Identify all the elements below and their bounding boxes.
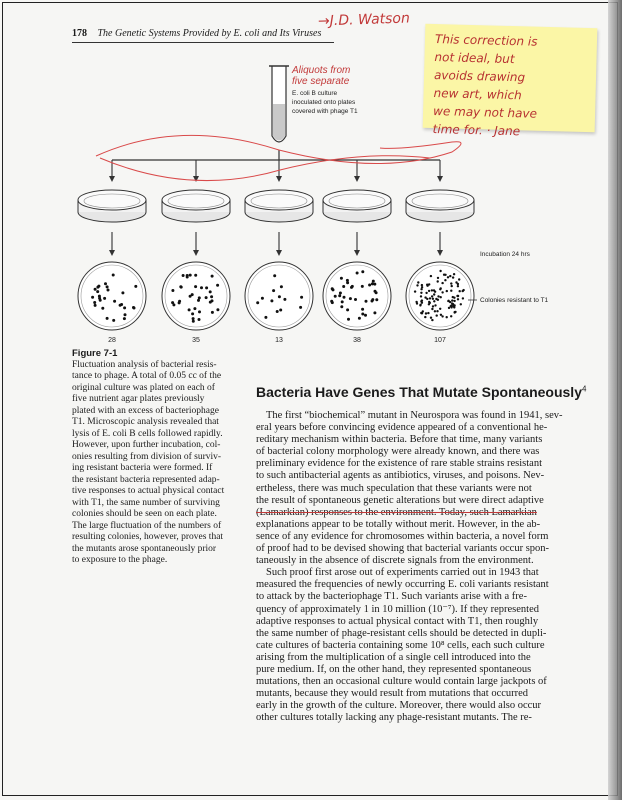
caption-line: Fluctuation analysis of bacterial resis-	[72, 359, 217, 370]
aliquots-note-line-2: five separate	[292, 76, 350, 87]
colony-dot	[453, 304, 455, 306]
colony-dot	[97, 285, 100, 288]
colony-dot	[437, 277, 439, 279]
body-line: mutants, because they would result from mutations that occurred	[256, 688, 529, 700]
caption-line: plated with an excess of bacteriophage	[72, 405, 219, 416]
colony-dot	[205, 286, 208, 289]
colony-plate	[162, 262, 230, 330]
colony-dot	[457, 298, 459, 300]
petri-dish	[245, 190, 313, 222]
colony-count: 38	[353, 337, 361, 344]
colony-dot	[452, 276, 454, 278]
colony-dot	[447, 276, 449, 278]
body-line: eral years before convincing evidence appeared of a conventional he-	[256, 422, 548, 434]
test-tube	[269, 66, 289, 142]
colony-dot	[433, 293, 435, 295]
colony-dot	[270, 299, 273, 302]
colony-dot	[113, 300, 116, 303]
colony-dot	[261, 297, 264, 300]
body-line: reditary mechanism within bacteria. Before that time, many variants	[256, 434, 543, 446]
colony-dot	[428, 301, 430, 303]
colony-dot	[119, 304, 122, 307]
colony-dot	[356, 272, 359, 275]
body-line: pure medium. If, on the other hand, they represented spontaneous	[256, 663, 532, 675]
section-heading	[256, 384, 586, 400]
tube-label-line-3: covered with phage T1	[292, 108, 358, 115]
petri-dish	[162, 190, 230, 222]
colony-dot	[278, 295, 281, 298]
colony-dot	[450, 305, 452, 307]
colony-dot	[283, 298, 286, 301]
colony-dot	[374, 290, 377, 293]
colony-dot	[276, 310, 279, 313]
colony-dot	[426, 298, 428, 300]
colony-dot	[205, 296, 208, 299]
colony-dot	[272, 289, 275, 292]
body-line: to attack by the bacteriophage T1. Such variants arise with a fre-	[256, 591, 527, 603]
colony-dot	[453, 273, 455, 275]
colony-dot	[178, 300, 181, 303]
arrowhead	[437, 250, 443, 256]
body-line: arising from the multiplication of a single cell introduced into the	[256, 651, 531, 663]
body-line: cate cultures of bacteria containing some 10⁸ cells, each such culture	[256, 639, 545, 651]
colony-dot	[452, 296, 454, 298]
colony-dot	[188, 308, 191, 311]
colony-dot	[446, 290, 448, 292]
colony-dot	[124, 313, 127, 316]
colony-dot	[340, 277, 343, 280]
colony-dot	[346, 308, 349, 311]
colony-dot	[361, 285, 364, 288]
colony-dot	[421, 284, 423, 286]
colony-dot	[425, 292, 427, 294]
colony-dot	[211, 311, 214, 314]
arrowhead	[276, 176, 282, 182]
colony-dot	[450, 315, 452, 317]
colony-dot	[453, 300, 455, 302]
colony-dot	[368, 284, 371, 287]
colony-dot	[440, 314, 442, 316]
caption-line: five nutrient agar plates previously	[72, 394, 205, 404]
colony-dot	[436, 314, 438, 316]
body-line: quency of approximately 1 in 10 million (10⁻⁷). If they represented	[256, 603, 539, 615]
colony-dot	[431, 319, 433, 321]
caption-line: resulting colonies, however, proves that	[72, 532, 224, 542]
colony-plate	[78, 262, 146, 330]
colony-dot	[421, 302, 423, 304]
caption-line: tance to phage. A total of 0.05 cc of the	[72, 371, 222, 381]
body-line: the result of spontaneous genetic alterations but were direct adaptive	[256, 494, 544, 506]
colony-dot	[432, 298, 434, 300]
body-line: to such antibacterial agents as antibiotics, viruses, and poisons. Nev-	[256, 470, 545, 482]
caption-line: colonies should be seen on each plate.	[72, 509, 217, 519]
tube-label-line-2: inoculated onto plates	[292, 99, 356, 106]
colony-dot	[422, 310, 424, 312]
colony-dot	[361, 308, 364, 311]
colony-dot	[434, 310, 436, 312]
colony-dot	[280, 285, 283, 288]
colony-dot	[299, 306, 302, 309]
colony-dot	[431, 308, 433, 310]
colony-dot	[416, 284, 418, 286]
colony-dot	[431, 289, 433, 291]
colony-dot	[338, 294, 341, 297]
colony-dot	[419, 304, 421, 306]
arrowhead	[354, 176, 360, 182]
incubation-label: Incubation 24 hrs	[480, 251, 530, 258]
colony-dot	[107, 289, 110, 292]
colony-dot	[209, 290, 212, 293]
colony-dot	[198, 296, 201, 299]
colony-dot	[216, 308, 219, 311]
colony-dot	[372, 280, 375, 283]
colony-dot	[434, 291, 436, 293]
colony-dot	[456, 295, 458, 297]
arrowhead	[354, 250, 360, 256]
colony-dot	[133, 307, 136, 310]
caption-line: with T1, the same number of surviving	[72, 497, 220, 508]
colony-dot	[331, 287, 334, 290]
colony-dot	[440, 287, 442, 289]
caption-line: However, upon further incubation, col-	[72, 440, 221, 450]
colony-dot	[101, 307, 104, 310]
sticky-line: time for. · Jane	[432, 121, 521, 139]
colony-dot	[191, 312, 194, 315]
sticky-line: we may not have	[432, 104, 538, 121]
colony-dot	[358, 317, 361, 320]
colony-dot	[425, 312, 427, 314]
sticky-line: new art, which	[433, 86, 522, 103]
body-line: of proof had to be devised showing that bacterial variants occur spon-	[256, 543, 550, 555]
colony-dot	[429, 297, 431, 299]
colony-dot	[454, 311, 456, 313]
colony-dot	[209, 301, 212, 304]
colony-dot	[354, 298, 357, 301]
colony-dot	[330, 300, 333, 303]
colony-dot	[171, 301, 174, 304]
petri-dish	[406, 190, 474, 222]
colony-dot	[459, 290, 461, 292]
arrowhead	[193, 250, 199, 256]
colony-dot	[460, 303, 462, 305]
colony-dot	[343, 296, 346, 299]
body-line: sence of any evidence for chromosomes within bacteria, a novel form	[256, 530, 549, 542]
colony-dot	[446, 316, 448, 318]
caption-line: the resistant bacteria represented adap-	[72, 474, 220, 485]
colony-count: 28	[108, 337, 116, 344]
body-line: The first “biochemical” mutant in Neurospora was found in 1941, sev-	[266, 410, 563, 421]
colony-dot	[106, 285, 109, 288]
colony-dot	[414, 290, 416, 292]
colony-dot	[347, 318, 350, 321]
colony-plate	[323, 262, 391, 330]
section-ref: 4	[581, 384, 587, 394]
colony-dot	[198, 310, 201, 313]
arrowhead	[109, 176, 115, 182]
figure-label: Figure 7-1	[72, 348, 118, 359]
caption-line: the mutants arose spontaneously prior	[72, 543, 217, 554]
colony-dot	[451, 285, 453, 287]
colony-dot	[420, 288, 422, 290]
colonies-label: Colonies resistant to T1	[480, 297, 549, 304]
colony-dot	[171, 289, 174, 292]
colony-dot	[104, 282, 107, 285]
plates-row	[78, 190, 474, 222]
colony-dot	[91, 296, 94, 299]
section-title: Bacteria Have Genes That Mutate Spontaneously	[256, 384, 582, 400]
body-line: preliminary evidence for the existence of rare stable strains resistant	[256, 458, 543, 470]
colony-dot	[192, 320, 195, 323]
colony-dot	[210, 295, 213, 298]
colony-dot	[194, 274, 197, 277]
colony-dot	[364, 314, 367, 317]
colony-dot	[189, 295, 192, 298]
colony-dot	[256, 301, 259, 304]
colony-dot	[457, 285, 459, 287]
colony-dot	[440, 296, 442, 298]
caption-line: original culture was plated on each of	[72, 382, 215, 393]
colony-dot	[436, 310, 438, 312]
colony-dot	[273, 274, 276, 277]
colony-dot	[94, 288, 97, 291]
colony-dot	[420, 295, 422, 297]
colony-dot	[443, 274, 445, 276]
body-line: adaptive responses to actual physical contact with T1, then roughly	[256, 615, 539, 627]
body-text	[256, 410, 588, 724]
colony-dot	[371, 282, 374, 285]
colony-dot	[430, 317, 432, 319]
colony-plate	[406, 262, 474, 330]
body-line: Such proof first arose out of experiments carried out in 1943 that	[266, 567, 539, 579]
colony-dot	[134, 285, 137, 288]
colony-dot	[123, 306, 126, 309]
body-line: mutations, then an occasional culture would contain large jackpots of	[256, 676, 547, 688]
colony-dot	[439, 308, 441, 310]
colony-dot	[339, 292, 342, 295]
colony-dot	[346, 281, 349, 284]
caption-line: lysis of E. coli B cells followed rapidly.	[72, 428, 223, 439]
colony-dot	[424, 316, 426, 318]
colony-dot	[437, 280, 439, 282]
sticky-note	[423, 24, 598, 139]
sticky-line: This correction is	[434, 32, 538, 49]
colony-dot	[300, 296, 303, 299]
colony-plates-row	[78, 262, 474, 344]
body-line: other cultures totally lacking any phage-resistant mutants. The re-	[256, 712, 532, 724]
colony-dot	[427, 312, 429, 314]
page-number: 178	[72, 28, 87, 39]
colony-dot	[449, 275, 451, 277]
colony-dot	[462, 297, 464, 299]
arrowhead	[276, 250, 282, 256]
colony-dot	[433, 300, 435, 302]
colony-dot	[457, 283, 459, 285]
colony-dot	[112, 319, 115, 322]
colony-dot	[342, 285, 345, 288]
colony-dot	[441, 282, 443, 284]
colony-dot	[123, 317, 126, 320]
colony-dot	[179, 285, 182, 288]
colony-count: 107	[434, 337, 446, 344]
colony-dot	[431, 295, 433, 297]
caption-line: The large fluctuation of the numbers of	[72, 520, 222, 531]
colony-dot	[435, 298, 437, 300]
colony-dot	[334, 295, 337, 298]
colony-dot	[375, 298, 378, 301]
colony-dot	[121, 291, 124, 294]
colony-dot	[444, 279, 446, 281]
handwritten-top-note: →J.D. Watson	[317, 10, 411, 30]
colony-dot	[432, 305, 434, 307]
colony-dot	[430, 275, 432, 277]
colony-dot	[421, 286, 423, 288]
colony-dot	[341, 300, 344, 303]
colony-dot	[194, 285, 197, 288]
colony-dot	[98, 297, 101, 300]
colony-dot	[417, 281, 419, 283]
body-line: of bacterial colony morphology were already known, and there was	[256, 446, 540, 458]
colony-dot	[426, 284, 428, 286]
aliquots-note-line-1: Aliquots from	[292, 65, 351, 76]
colony-dot	[103, 297, 106, 300]
colony-dot	[450, 290, 452, 292]
colony-plate	[245, 262, 313, 330]
tube-label-line-1: E. coli B culture	[292, 90, 338, 97]
colony-dot	[361, 313, 364, 316]
colony-dot	[200, 286, 203, 289]
arrowhead	[437, 176, 443, 182]
body-line: the same number of phage-resistant cells should be detected in dupli-	[256, 627, 547, 639]
colony-dot	[441, 291, 443, 293]
caption-line: onies resulting from division of surviv-	[72, 451, 222, 462]
colony-dot	[448, 307, 450, 309]
body-line: measured the frequencies of newly occurring E. coli variants resistant	[256, 579, 549, 591]
colony-dot	[349, 297, 352, 300]
body-line: (Lamarkian) responses to the environment. Today, such Lamarkian	[256, 506, 537, 518]
colony-dot	[182, 274, 185, 277]
colony-dot	[279, 309, 282, 312]
colony-count: 13	[275, 337, 283, 344]
colony-dot	[96, 290, 99, 293]
caption-line: T1. Microscopic analysis revealed that	[72, 417, 219, 427]
body-line: explanations appear to be totally without merit. However, in the ab-	[256, 518, 541, 530]
colony-dot	[439, 270, 441, 272]
colony-dot	[428, 303, 430, 305]
colony-dot	[186, 274, 189, 277]
colony-dot	[428, 290, 430, 292]
colony-dot	[340, 305, 343, 308]
colony-dot	[462, 290, 464, 292]
colony-dot	[447, 300, 449, 302]
colony-dot	[421, 299, 423, 301]
sticky-line: avoids drawing	[433, 68, 526, 85]
colony-dot	[434, 304, 436, 306]
colony-dot	[437, 295, 439, 297]
petri-dish	[323, 190, 391, 222]
colony-dot	[189, 274, 192, 277]
arrowhead	[193, 176, 199, 182]
colony-dot	[264, 316, 267, 319]
figure-caption	[72, 348, 242, 567]
colony-dot	[192, 317, 195, 320]
colony-dot	[371, 298, 374, 301]
caption-line: ing resistant bacteria were formed. If	[72, 463, 213, 473]
colony-dot	[365, 300, 368, 303]
colony-dot	[211, 275, 214, 278]
arrowhead	[109, 250, 115, 256]
petri-dish	[78, 190, 146, 222]
colony-dot	[106, 317, 109, 320]
caption-text	[72, 360, 242, 567]
colony-dot	[415, 301, 417, 303]
body-line: early in the growth of the culture. Moreover, there would also occur	[256, 700, 542, 712]
colony-dot	[198, 318, 201, 321]
colony-dot	[93, 301, 96, 304]
body-line: taneously in the absence of discrete signals from the environment.	[256, 555, 534, 567]
colony-dot	[94, 304, 97, 307]
body-line: ertheless, there was much speculation that these variants were not	[256, 482, 532, 494]
caption-line: tive responses to actual physical contact	[72, 486, 225, 496]
colony-dot	[450, 282, 452, 284]
colony-dot	[361, 270, 364, 273]
sticky-line: not ideal, but	[434, 50, 515, 67]
colony-dot	[420, 292, 422, 294]
colony-dot	[373, 311, 376, 314]
colony-dot	[216, 284, 219, 287]
colony-dot	[112, 274, 115, 277]
running-title: The Genetic Systems Provided by E. coli and Its Viruses	[97, 28, 322, 39]
colony-dot	[351, 285, 354, 288]
colony-dot	[193, 307, 196, 310]
colony-dot	[458, 278, 460, 280]
colony-count: 35	[192, 337, 200, 344]
colony-dot	[451, 299, 453, 301]
caption-line: to exposure to the phage.	[72, 555, 168, 565]
